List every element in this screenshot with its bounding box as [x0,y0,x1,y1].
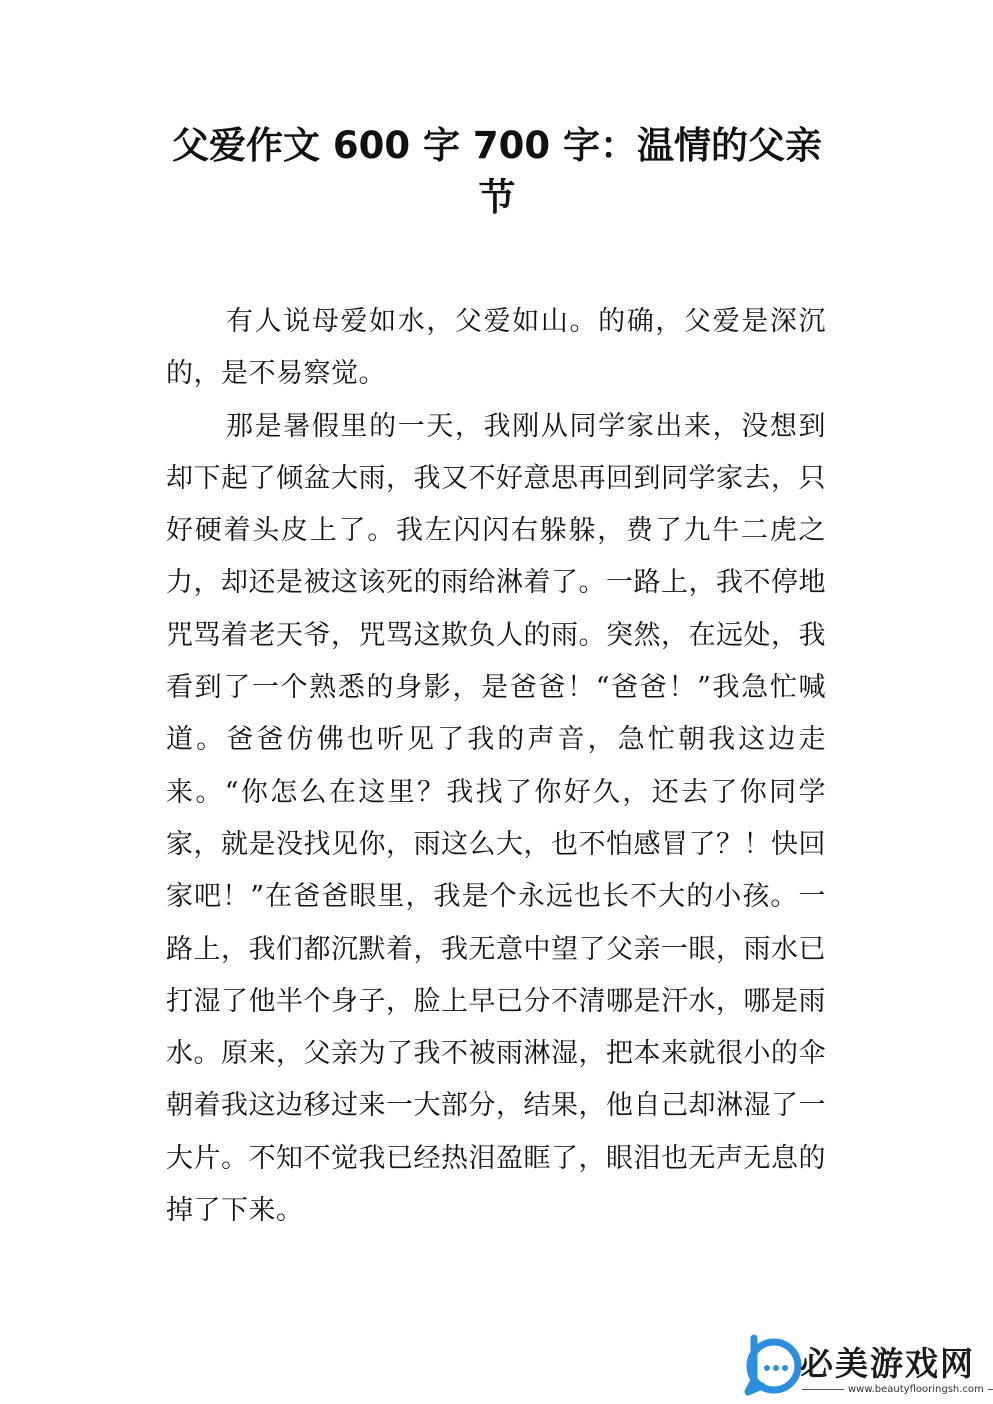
article-body [166,296,826,1237]
site-watermark [742,1328,987,1400]
page-title-line2: 节 [478,176,516,219]
paragraph: 那是暑假里的一天，我刚从同学家出来，没想到却下起了倾盆大雨，我又不好意思再回到同学家去，只好硬着头皮上了。我左闪闪右躲躲，费了九牛二虎之力，却还是被这该死的雨给淋着了。一路上，我不停地咒骂着老天爷，咒骂这欺负人的雨。突然，在远处，我看到了一个熟悉的身影，是爸爸！“爸爸！”我急忙喊道。爸爸仿佛也听见了我的声音，急忙朝我这边走来。“你怎么在这里？我找了你好久，还去了你同学家，就是没找见你，雨这么大，也不怕感冒了？！快回家吧！”在爸爸眼里，我是个永远也长不大的小孩。一路上，我们都沉默着，我无意中望了父亲一眼，雨水已打湿了他半个身子，脸上早已分不清哪是汗水，哪是雨水。原来，父亲为了我不被雨淋湿，把本来就很小的伞朝着我这边移过来一大部分，结果，他自己却淋湿了一大片。不知不觉我已经热泪盈眶了，眼泪也无声无息的掉了下来。 [166,410,826,1227]
paragraph: 有人说母爱如水，父爱如山。的确，父爱是深沉的，是不易察觉。 [166,306,826,390]
watermark-url: www.beautyflooringsh.com [798,1384,993,1395]
page-title-line1: 父爱作文 600 字 700 字：温情的父亲 [172,124,822,167]
page-title [166,120,828,224]
watermark-site-name: 必美游戏网 [800,1344,975,1383]
